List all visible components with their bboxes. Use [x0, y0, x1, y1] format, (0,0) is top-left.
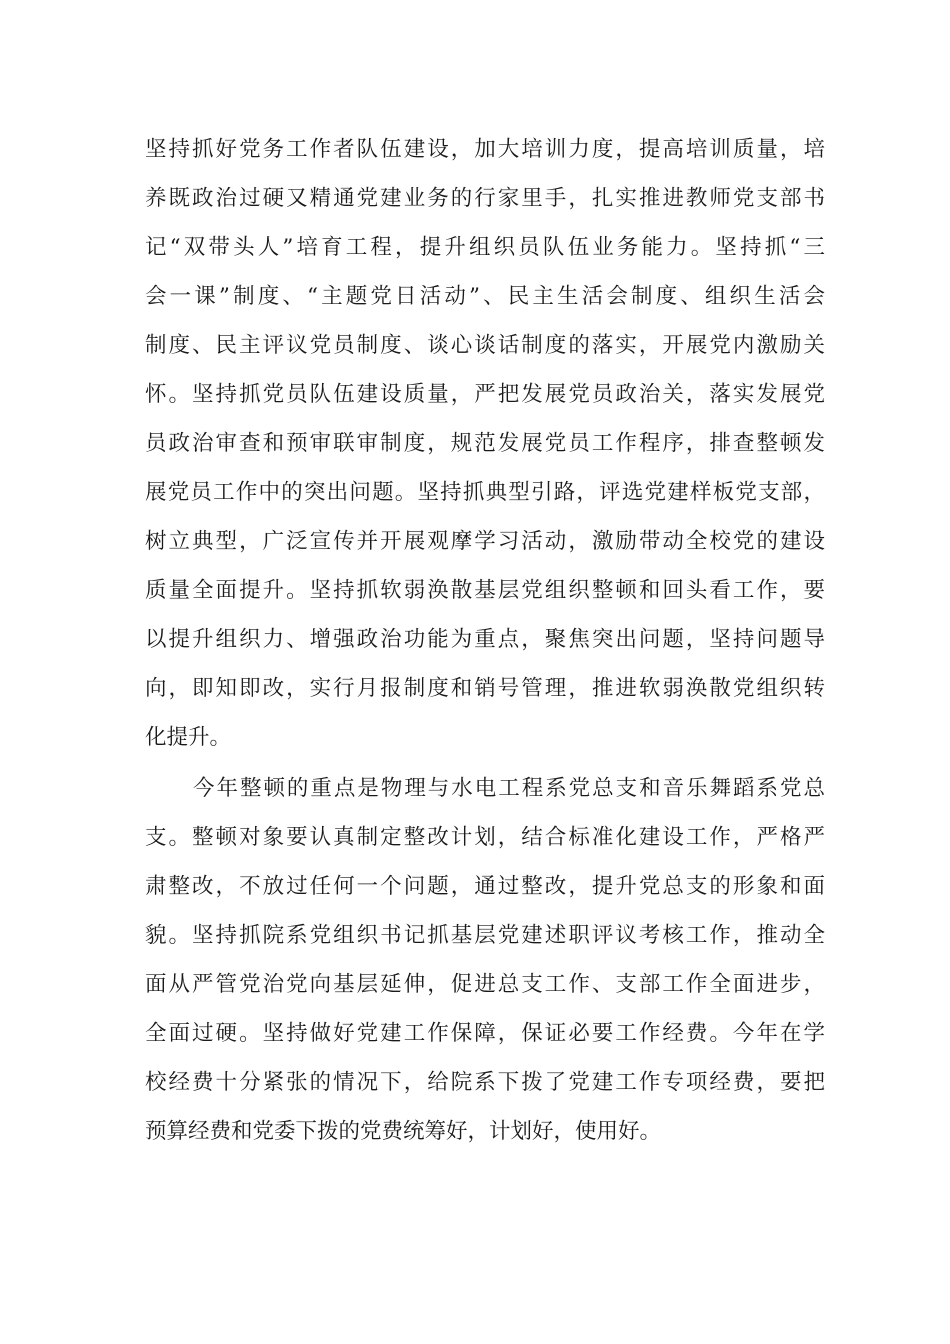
- paragraph-line: 面从严管党治党向基层延伸，促进总支工作、支部工作全面进步，: [145, 972, 825, 997]
- paragraph-line: 坚持抓好党务工作者队伍建设，加大培训力度，提高培训质量，培: [145, 137, 825, 162]
- paragraph-line: 养既政治过硬又精通党建业务的行家里手，扎实推进教师党支部书: [145, 186, 825, 211]
- paragraph-line: 支。整顿对象要认真制定整改计划，结合标准化建设工作，严格严: [145, 825, 825, 850]
- paragraph-line: 肃整改，不放过任何一个问题，通过整改，提升党总支的形象和面: [145, 874, 825, 899]
- paragraph-line: 化提升。: [145, 725, 232, 750]
- paragraph-line: 校经费十分紧张的情况下，给院系下拨了党建工作专项经费，要把: [145, 1070, 825, 1095]
- paragraph-line: 员政治审查和预审联审制度，规范发展党员工作程序，排查整顿发: [145, 431, 825, 456]
- paragraph-line: 今年整顿的重点是物理与水电工程系党总支和音乐舞蹈系党总: [193, 776, 825, 801]
- paragraph-line: 展党员工作中的突出问题。坚持抓典型引路，评选党建样板党支部，: [145, 480, 825, 505]
- paragraph-line: 质量全面提升。坚持抓软弱涣散基层党组织整顿和回头看工作，要: [145, 578, 825, 603]
- paragraph-line: 怀。坚持抓党员队伍建设质量，严把发展党员政治关，落实发展党: [145, 382, 825, 407]
- paragraph-line: 貌。坚持抓院系党组织书记抓基层党建述职评议考核工作，推动全: [145, 923, 825, 948]
- paragraph-line: 向，即知即改，实行月报制度和销号管理，推进软弱涣散党组织转: [145, 676, 825, 701]
- paragraph-line: 制度、民主评议党员制度、谈心谈话制度的落实，开展党内激励关: [145, 333, 825, 358]
- paragraph-line: 树立典型，广泛宣传并开展观摩学习活动，激励带动全校党的建设: [145, 529, 825, 554]
- paragraph-line: 全面过硬。坚持做好党建工作保障，保证必要工作经费。今年在学: [145, 1021, 825, 1046]
- paragraph-line: 预算经费和党委下拨的党费统筹好，计划好，使用好。: [145, 1119, 662, 1144]
- paragraph-line: 以提升组织力、增强政治功能为重点，聚焦突出问题，坚持问题导: [145, 627, 825, 652]
- paragraph-line: 记“双带头人”培育工程，提升组织员队伍业务能力。坚持抓“三: [145, 235, 825, 260]
- paragraph-line: 会一课”制度、“主题党日活动”、民主生活会制度、组织生活会: [145, 284, 825, 309]
